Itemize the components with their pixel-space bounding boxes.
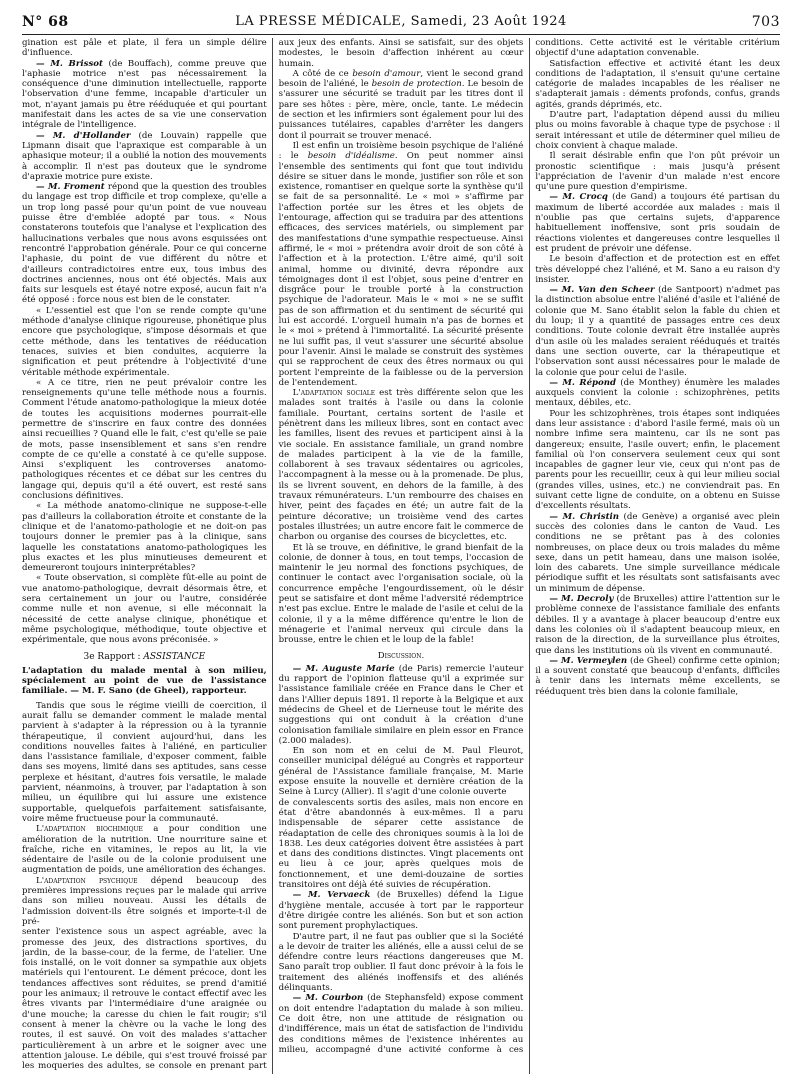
paragraph-text: (de Stephansfeld) expose comment on doit entendre l'adaptation du malade à son milieu. Ce doit être, non une attitude de résignation ou d'indifférence, mais un état de satisfaction de l'individu des conditions mêmes de l'existence inhérentes au milieu, accompagné d'une activité conforme à ces conditions. Cette activité est le véritable critérium objectif d'une adaptation convenable. bbox=[278, 38, 780, 1055]
speaker-name: — M. Froment bbox=[36, 182, 105, 193]
article-columns bbox=[22, 38, 780, 1074]
paragraph bbox=[22, 131, 267, 182]
masthead-title: LA PRESSE MÉDICALE, Samedi, 23 Août 1924 bbox=[235, 14, 567, 29]
paragraph-text: est très différente selon que les malades sont traités à l'asile ou dans la colonie familiale. Pourtant, certains sortent de l'asile et pénètrent dans les milieux libres, sont en contact avec les familles, lisent des revues et participent ainsi à la vie sociale. En assistance familiale, un grand nombre de malades participent à la vie de la famille, collaborent à ses travaux sédentaires ou agricoles, l'accompagnent à la messe ou à la promenade. De plus, ils se livrent souvent, en dehors de la famille, à des travaux rémunérateurs. L'un rembourre des chaises en hiver, peint des façades en été; un autre fait de la peinture décorative; un troisième vend des cartes postales illustrées; un autre encore fait le commerce de charbon ou organise des courses de bicyclettes, etc. bbox=[278, 388, 524, 543]
paragraph: senter l'existence sous un aspect agréable, avec la promesse des jeux, des distractions sportives, du jardin, de la basse-cour, de la ferme, de l'atelier. Une fois installé, on le voit donner sa sympathie aux objets matériels qui l'entourent. Le dément précoce, dont les tendances affectives sont réduites, se prend d'amitié pour les animaux; il retrouve le contact effectif avec les êtres vivants par l'intermédiaire d'une araignée ou d'une mouche; la caresse du chien le fait rougir; s'il consent à mener la chèvre ou la vache le long des routes, il est sauvé. On voit des malades s'attacher particulièrement à un arbre et le soigner avec une attention jalouse. Le débile, qui s'est trouvé froissé par les moqueries des adultes, se console en prenant part aux jeux des enfants. Ainsi se satisfait, sur des objets modestes, le besoin d'affection inhérent au cœur humain. bbox=[22, 38, 524, 1072]
small-caps-lead: L'adaptation psychique bbox=[36, 875, 138, 886]
paragraph bbox=[535, 512, 780, 594]
paragraph-text: (de Gheel) confirme cette opinion; il a souvent constaté que beaucoup d'enfants, difficiles à tenir dans les internats même excellents, se rééduquent très bien dans la colonie familiale, bbox=[535, 655, 780, 697]
paragraph-text: . Le besoin de s'assurer une sécurité se traduit par les titres dont il pare ses hôtes : père, mère, oncle, tante. Le médecin de section et les infirmiers sont également pour lui des puissances tutélaires, capables d'arrêter les dangers dont il pourrait se trouver menacé. bbox=[278, 79, 524, 141]
paragraph-text: dépend beaucoup des premières impressions reçues par le malade qui arrive dans son milieu nouveau. Aussi les détails de l'admission doivent-ils être soignés et importe-t-il de pré- bbox=[22, 875, 267, 927]
paragraph-text: (de Bouffach), comme preuve que l'aphasie motrice n'est pas nécessairement la conséquence d'une diminution intellectuelle, rapporte l'observation d'une femme, incapable d'articuler un mot, n'ayant jamais pu être rééduquée et qui pourtant manifestait dans les actes de sa vie une conservation intégrale de l'intelligence. bbox=[22, 58, 267, 131]
paragraph bbox=[279, 890, 524, 931]
paragraph-text: (de Bruxelles) attire l'attention sur le problème connexe de l'assistance familiale des enfants débiles. Il y a avantage à placer beaucoup d'entre eux dans les colonies où il s'adaptent beaucoup mieux, en raison de la direction, de la surveillance plus étroites, que dans les institutions où ils vivent en communauté. bbox=[535, 594, 780, 656]
speaker-name: — M. d'Hollander bbox=[36, 130, 131, 141]
paragraph: Le besoin d'affection et de protection est en effet très développé chez l'aliéné, et M. Sano a eu raison d'y insister. bbox=[535, 254, 780, 285]
speaker-name: — M. Brissot bbox=[36, 58, 103, 69]
speaker-name: — M. Vermeylen bbox=[549, 655, 628, 666]
speaker-name: — M. Christin bbox=[549, 511, 620, 522]
speaker-name: — M. Courbon bbox=[292, 993, 364, 1004]
paragraph bbox=[535, 656, 780, 697]
paragraph bbox=[279, 69, 524, 141]
paragraph bbox=[535, 285, 780, 378]
paragraph: Tandis que sous le régime vieilli de coercition, il aurait fallu se demander comment le malade mental parvient à s'adapter à la répression ou à la tyrannie thérapeutique, il convient aujourd'hui, dans les conditions nouvelles faites à l'aliéné, en particulier dans l'assistance familiale, d'exposer comment, faible dans ses moyens, limité dans ses aptitudes, sans cesse perplexe et hésitant, d'autres fois versatile, le malade parvient, néanmoins, à trouver, par l'adaptation à son milieu, un équilibre qui lui assure une existence supportable, quelquefois parfaitement satisfaisante, voire même fructueuse pour la communauté. bbox=[22, 700, 267, 824]
paragraph: « La méthode anatomo-clinique ne suppose-t-elle pas d'ailleurs la collaboration étroite et constante de la clinique et de l'anatomo-pathologie et ne doit-on pas toujours donner le premier pas à la clinique, sans laquelle les constatations anatomo-pathologiques les plus exactes et les plus minutieuses demeurent et demeureront toujours ininterprétables? bbox=[22, 501, 267, 574]
heading-prefix: 3e Rapport : bbox=[83, 651, 144, 662]
small-caps-lead: L'adaptation sociale bbox=[292, 388, 376, 399]
discussion-heading: Discussion. bbox=[377, 650, 425, 661]
paragraph: Et là se trouve, en définitive, le grand bienfait de la colonie, de donner à tous, en tout temps, l'occasion de maintenir le jeu normal des fonctions psychiques, de continuer le contact avec l'organisation sociale, où la concurrence empêche l'engourdissement, où le désir peut se satisfaire et dont même l'adversité rédemptrice n'est pas exclue. Entre le malade de l'asile et celui de la colonie, il y a la même différence qu'entre le lion de ménagerie et l'animal nerveux qui circule dans la brousse, entre le chien et le loup de la fable! bbox=[278, 542, 524, 646]
paragraph-text: a pour condition une amélioration de la nutrition. Une nourriture saine et fraîche, riche en vitamines, le repos au lit, la vie sédentaire de l'asile ou de la colonie produisent une augmentation de poids, une amélioration des échanges. bbox=[22, 824, 267, 876]
paragraph bbox=[279, 388, 524, 542]
paragraph-text: A côté de ce bbox=[292, 68, 353, 79]
emphasis: besoin d'idéalisme bbox=[307, 151, 395, 162]
heading-title: ASSISTANCE bbox=[143, 651, 206, 662]
paragraph: « L'essentiel est que l'on se rende compte qu'une méthode d'analyse clinique rigoureuse, phonétique plus encore que psychologique, s'impose désormais et que cette méthode, dans les tentatives de rééducation tenaces, suivies et bien conduites, acquierre la signification et peut prétendre à l'objectivité d'une véritable méthode expérimentale. bbox=[22, 305, 267, 378]
paragraph-text: (de Bruxelles) défend la Ligue d'hygiène mentale, accusée à tort par le rapporteur d'être dirigée contre les aliénés. Son but et son action sont purement prophylactiques. bbox=[278, 890, 524, 932]
paragraph: « Toute observation, si complète fût-elle au point de vue anatomo-pathologique, devrait désormais être, et sera certainement un jour ou l'autre, considérée comme nulle et non avenue, si elle méconnait la nécessité de cette analyse clinique, phonétique et même psychologique, méthodique, toute objective et expérimentale, que nous avons préconisée. » bbox=[22, 573, 267, 646]
paragraph-text: (de Paris) remercie l'auteur du rapport de l'opinion flatteuse qu'il a exprimée sur l'assistance familiale créée en France dans le Cher et dans l'Allier depuis 1891. Il reporte à la Belgique et aux médecins de Gheel et de Lierneuse tout le mérite des suggestions qui ont conduit à la création d'une colonisation familiale similaire en plein essor en France (2.000 malades). bbox=[278, 663, 524, 746]
paragraph: Pour les schizophrènes, trois étapes sont indiquées dans leur assistance : d'abord l'asile fermé, mais où un nombre infime sera maintenu, car ils ne sont pas dangereux; ensuite, l'asile ouvert; enfin, le placement familial où l'on conservera seulement ceux qui sont incapables de gagner leur vie, ceux qui n'ont pas de parents pour les recueillir, ceux à qui leur milieu social (grandes villes, usines, etc.) ne conviendrait pas. En suivant cette ligne de conduite, on a obtenu en Suisse d'excellents résultats. bbox=[535, 408, 780, 512]
paragraph-text: (de Gand) a toujours été partisan du maximum de liberté accordée aux malades : mais il n'oublie pas que certains sujets, d'apparence habituellement inoffensive, sont pris soudain de réactions violentes et dangereuses contre lesquelles il est prudent de prévoir une défense. bbox=[535, 192, 780, 254]
speaker-name: — M. Decroly bbox=[549, 594, 614, 605]
paragraph-text: (de Santpoort) n'admet pas la distinction absolue entre l'aliéné d'asile et l'aliéné de colonie que M. Sano établit selon la fable du chien et du loup; il y a quantité de passages entre ces deux conditions. Toute colonie devrait être installée auprès d'un asile où les malades seraient rééduqués et traités dans une section ouverte, car la thérapeutique et l'observation sont aussi nécessaires pour le malade de la colonie que pour celui de l'asile. bbox=[535, 285, 780, 378]
section-heading bbox=[22, 652, 267, 662]
paragraph-text: (de Monthey) énumère les malades auxquels convient la colonie : schizophrènes, petits mentaux, débiles, etc. bbox=[535, 377, 780, 409]
paragraph-text: Il est enfin un troisième besoin psychique de l'aliéné : le bbox=[278, 140, 524, 162]
emphasis: besoin d'amour bbox=[352, 68, 421, 79]
paragraph-text: (de Louvain) rappelle que Lipmann disait que l'apraxique est comparable à un aphasique moteur; il a oublié la notion des mouvements à accomplir. Il n'est pas douteux que le syndrome d'apraxie motrice pure existe. bbox=[22, 130, 267, 182]
paragraph: Il serait désirable enfin que l'on pût prévoir un pronostic scientifique : mais jusqu'à présent l'appréciation de l'avenir d'un malade n'est encore qu'une pure question d'empirisme. bbox=[535, 151, 780, 193]
paragraph bbox=[535, 594, 780, 656]
speaker-name: — M. Vervaeck bbox=[292, 890, 371, 901]
emphasis: besoin de protection bbox=[371, 79, 462, 90]
paragraph bbox=[279, 664, 524, 746]
paragraph bbox=[535, 378, 780, 409]
paragraph: D'autre part, l'adaptation dépend aussi du milieu plus ou moins favorable à chaque type de psychose : il serait intéressant et utile de déterminer quel milieu de choix convient à chaque malade. bbox=[535, 110, 780, 151]
paragraph bbox=[22, 876, 267, 927]
paragraph bbox=[279, 141, 524, 388]
paragraph: de convalescents sortis des asiles, mais non encore en état d'être abandonnés à eux-mêmes. Il a paru indispensable de séparer cette assistance de réadaptation de celle des chroniques soumis à la loi de 1838. Les deux catégories doivent être assistées à part et dans des conditions distinctes. Vingt placements ont eu lieu à ce jour, après quelques mois de fonctionnement, et une demi-douzaine de sorties transitoires ont déjà été suivies de récupération. bbox=[278, 797, 524, 891]
paragraph bbox=[22, 59, 267, 131]
report-title: L'adaptation du malade mental à son milieu, spécialement au point de vue de l'assistance familiale. — M. F. Sano (de Gheel), rapporteur. bbox=[22, 665, 267, 697]
paragraph bbox=[22, 824, 267, 875]
paragraph-text: . On peut nommer ainsi l'ensemble des sentiments qui font que tout individu désire se situer dans le monde, justifier son rôle et son existence, romantiser en quelque sorte la synthèse qu'il se fait de sa personnalité. Le « moi » s'affirme par l'affection portée sur les êtres et les objets de l'entourage, affection qui se traduira par des attentions efficaces, des services matériels, ou simplement par des manifestations d'une sympathie respectueuse. Ainsi affirmé, le « moi » prétendra avoir droit de son côté à l'affection et à la protection. L'être aimé, qu'il soit animal, homme ou divinité, devra répondre aux témoignages dont il est l'objet, sous peine d'entrer en disgrâce pour le trouble porté à la construction psychique de l'adorateur. Mais le « moi » ne se suffit pas de son affirmation et du sentiment de sécurité qui lui est accordé. L'orgueil humain n'a pas de bornes et le « moi » prétend à l'immortalité. La sécurité présente ne lui suffit pas, il veut s'assurer une sécurité absolue pour l'avenir. Ainsi le malade se construit des systèmes qui se rapprochent de ceux des êtres normaux ou qui portent l'empreinte de la faiblesse ou de la perversion de l'entendement. bbox=[278, 151, 524, 388]
paragraph-text: (de Genève) a organisé avec plein succès des colonies dans le canton de Vaud. Les conditions ne se prêtant pas à des colonies nombreuses, on place deux ou trois malades du même sexe, dans un petit hameau, dans une maison isolée, loin des cabarets. Une simple surveillance médicale périodique suffit et les résultats sont satisfaisants avec un minimum de dépense. bbox=[535, 511, 780, 594]
speaker-name: — M. Van den Scheer bbox=[549, 285, 655, 296]
paragraph: Satisfaction effective et activité étant les deux conditions de l'adaptation, il s'ensuit qu'une certaine catégorie de malades incapables de les réaliser ne s'adapterait jamais : déments profonds, confus, grands agités, grands déprimés, etc. bbox=[535, 58, 780, 110]
speaker-name: — M. Auguste Marie bbox=[292, 663, 395, 674]
speaker-name: — M. Répond bbox=[549, 377, 617, 388]
newspaper-page bbox=[22, 12, 780, 1072]
paragraph-text: répond que la question des troubles du langage est trop difficile et trop complexe, qu'elle a un trop long passé pour qu'un point de vue nouveau puisse être d'emblée adopté par tous. « Nous constaterons toutefois que l'analyse et l'explication des hallucinations verbales que nous avons esquissées ont rencontré l'approbation générale. Pour ce qui concerne l'aphasie, du point de vue différent du nôtre et d'ailleurs contradictoires entre eux, tous imbus des doctrines anciennes, nous ont été objectés. Mais aux faits sur lesquels est étayé notre exposé, aucun fait n'a été opposé : force nous est bien de le constater. bbox=[22, 182, 267, 306]
issue-number: N° 68 bbox=[22, 14, 69, 30]
paragraph: « A ce titre, rien ne peut prévaloir contre les renseignements qu'une telle méthode nous a fournis. Comment l'étude anatomo-pathologique la mieux dotée de toutes les acquisitions modernes pourrait-elle permettre de s'inscrire en faux contre des données ainsi recueillies ? Quand elle le fait, c'est qu'elle se paie de mots, passe insensiblement et sans s'en rendre compte de ce qu'elle a constaté à ce qu'elle suppose. Ainsi s'expliquent les controverses anatomo-pathologiques récentes et ce débat sur les centres du langage qui, depuis qu'il a été ouvert, est resté sans conclusions définitives. bbox=[22, 377, 267, 502]
paragraph: D'autre part, il ne faut pas oublier que si la Société a le devoir de traiter les aliénés, elle a aussi celui de se défendre contre leurs réactions dangereuses que M. Sano paraît trop oublier. Il faut donc prévoir à la fois le traitement des aliénés inoffensifs et des aliénés délinquants. bbox=[278, 931, 524, 994]
paragraph bbox=[535, 192, 780, 254]
speaker-name: — M. Crocq bbox=[549, 192, 608, 203]
paragraph bbox=[22, 182, 267, 306]
page-number: 703 bbox=[751, 14, 780, 30]
small-caps-lead: L'adaptation biochimique bbox=[36, 824, 143, 835]
paragraph: En son nom et en celui de M. Paul Fleurot, conseiller municipal délégué au Congrès et rapporteur général de l'Assistance familiale française, M. Marie expose ensuite la nouvelle et dernière création de la Seine à Lurcy (Allier). Il s'agit d'une colonie ouverte bbox=[278, 746, 524, 798]
paragraph-text: , vient le second grand besoin de l'aliéné, le bbox=[278, 68, 524, 90]
page-header bbox=[22, 12, 780, 35]
paragraph: gination est pâle et plate, il fera un simple délire d'influence. bbox=[22, 38, 267, 59]
